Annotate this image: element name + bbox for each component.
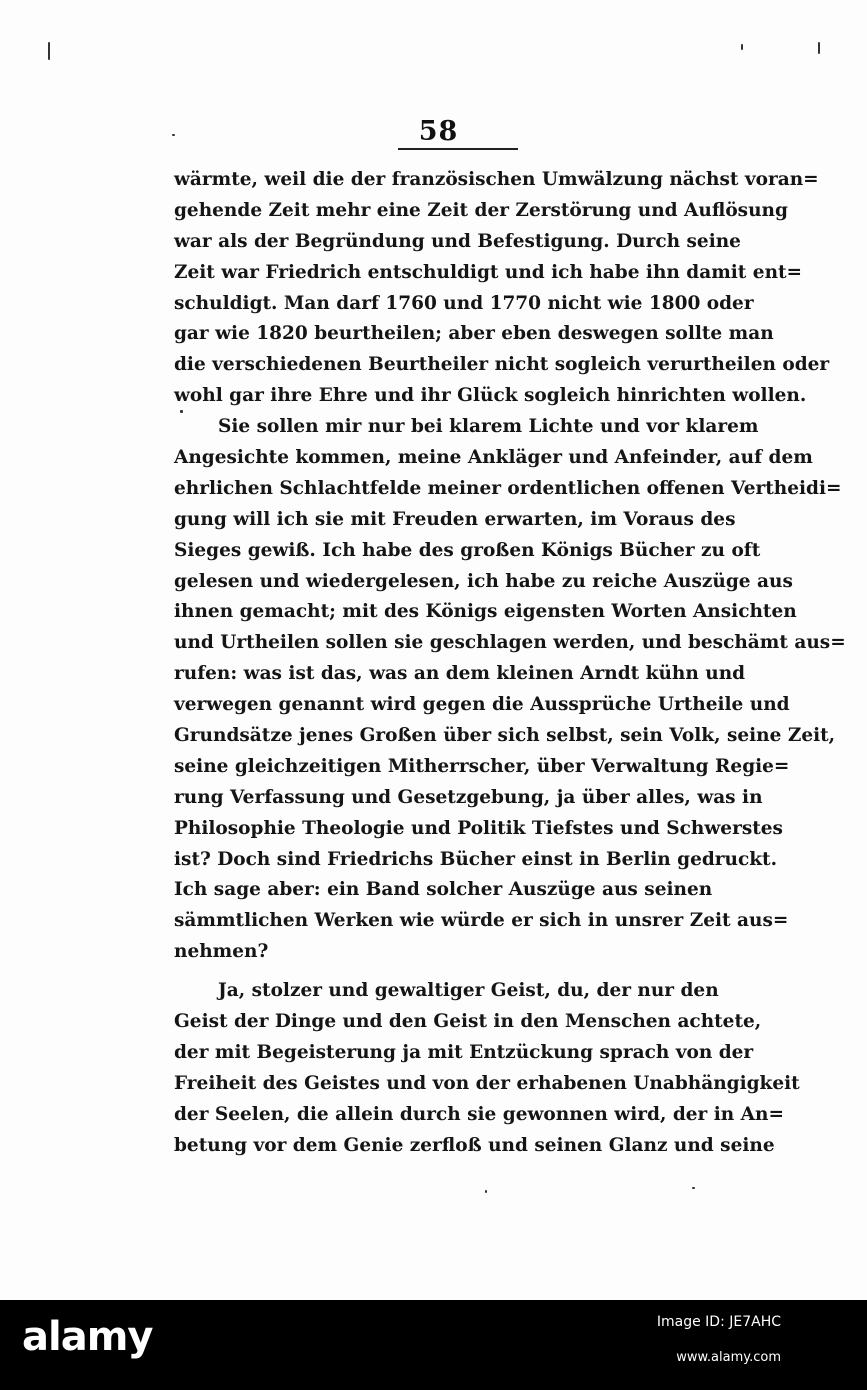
text-line: der mit Begeisterung ja mit Entzückung sprach von der: [174, 1041, 754, 1063]
watermark-image-id: Image ID: JE7AHC: [656, 1314, 781, 1330]
scan-speck: [818, 42, 820, 54]
text-line: Grundsätze jenes Großen über sich selbst, sein Volk, seine Zeit,: [174, 725, 836, 747]
text-line: gehende Zeit mehr eine Zeit der Zerstörung und Auflösung: [174, 199, 788, 221]
scan-speck: [741, 44, 743, 50]
scan-speck: [48, 42, 50, 60]
text-line: Ja, stolzer und gewaltiger Geist, du, der nur den: [218, 980, 719, 1002]
text-line: Sieges gewiß. Ich habe des großen Königs Bücher zu oft: [174, 539, 761, 561]
text-line: rufen: was ist das, was an dem kleinen Arndt kühn und: [174, 663, 746, 685]
text-line: verwegen genannt wird gegen die Aussprüche Urtheile und: [174, 694, 790, 716]
text-line: ist? Doch sind Friedrichs Bücher einst in Berlin gedruckt.: [174, 848, 778, 870]
body-text: [174, 165, 846, 1162]
scan-speck: [692, 1187, 695, 1189]
page-number: 58: [418, 116, 459, 147]
text-line: gung will ich sie mit Freuden erwarten, im Voraus des: [174, 508, 736, 530]
paragraph-gap: [174, 968, 712, 976]
text-line: Zeit war Friedrich entschuldigt und ich habe ihn damit ent=: [174, 261, 803, 283]
text-line: betung vor dem Genie zerfloß und seinen Glanz und seine: [174, 1134, 775, 1156]
text-line: war als der Begründung und Befestigung. Durch seine: [174, 230, 741, 252]
text-line: Ich sage aber: ein Band solcher Auszüge aus seinen: [174, 879, 713, 901]
text-line: Freiheit des Geistes und von der erhabenen Unabhängigkeit: [174, 1072, 800, 1094]
text-line: sämmtlichen Werken wie würde er sich in unsrer Zeit aus=: [174, 910, 789, 932]
page-number-rule: [398, 148, 518, 150]
text-line: ihnen gemacht; mit des Königs eigensten Worten Ansichten: [174, 601, 797, 623]
text-line: der Seelen, die allein durch sie gewonnen wird, der in An=: [174, 1103, 784, 1125]
text-line: gar wie 1820 beurtheilen; aber eben deswegen sollte man: [174, 323, 774, 345]
scan-speck: [485, 1190, 487, 1193]
text-line: Geist der Dinge und den Geist in den Menschen achtete,: [174, 1011, 762, 1033]
text-line: die verschiedenen Beurtheiler nicht sogleich verurtheilen oder: [174, 354, 830, 376]
watermark-url: www.alamy.com: [676, 1350, 781, 1365]
scan-speck: [180, 410, 183, 413]
text-line: schuldigt. Man darf 1760 und 1770 nicht wie 1800 oder: [174, 292, 754, 314]
text-line: wohl gar ihre Ehre und ihr Glück sogleich hinrichten wollen.: [174, 385, 807, 407]
text-line: rung Verfassung und Gesetzgebung, ja über alles, was in: [174, 786, 763, 808]
text-line: nehmen?: [174, 941, 269, 963]
text-line: Angesichte kommen, meine Ankläger und Anfeinder, auf dem: [174, 447, 813, 469]
text-line: Philosophie Theologie und Politik Tiefstes und Schwerstes: [174, 817, 783, 839]
scan-speck: [172, 134, 175, 136]
text-line: gelesen und wiedergelesen, ich habe zu reiche Auszüge aus: [174, 570, 793, 592]
alamy-logo: alamy: [22, 1314, 153, 1360]
text-line: und Urtheilen sollen sie geschlagen werden, und beschämt aus=: [174, 632, 846, 654]
text-line: ehrlichen Schlachtfelde meiner ordentlichen offenen Vertheidi=: [174, 477, 842, 499]
text-line: seine gleichzeitigen Mitherrscher, über Verwaltung Regie=: [174, 755, 790, 777]
text-line: wärmte, weil die der französischen Umwälzung nächst voran=: [174, 169, 819, 190]
text-line: Sie sollen mir nur bei klarem Lichte und vor klarem: [218, 416, 759, 438]
